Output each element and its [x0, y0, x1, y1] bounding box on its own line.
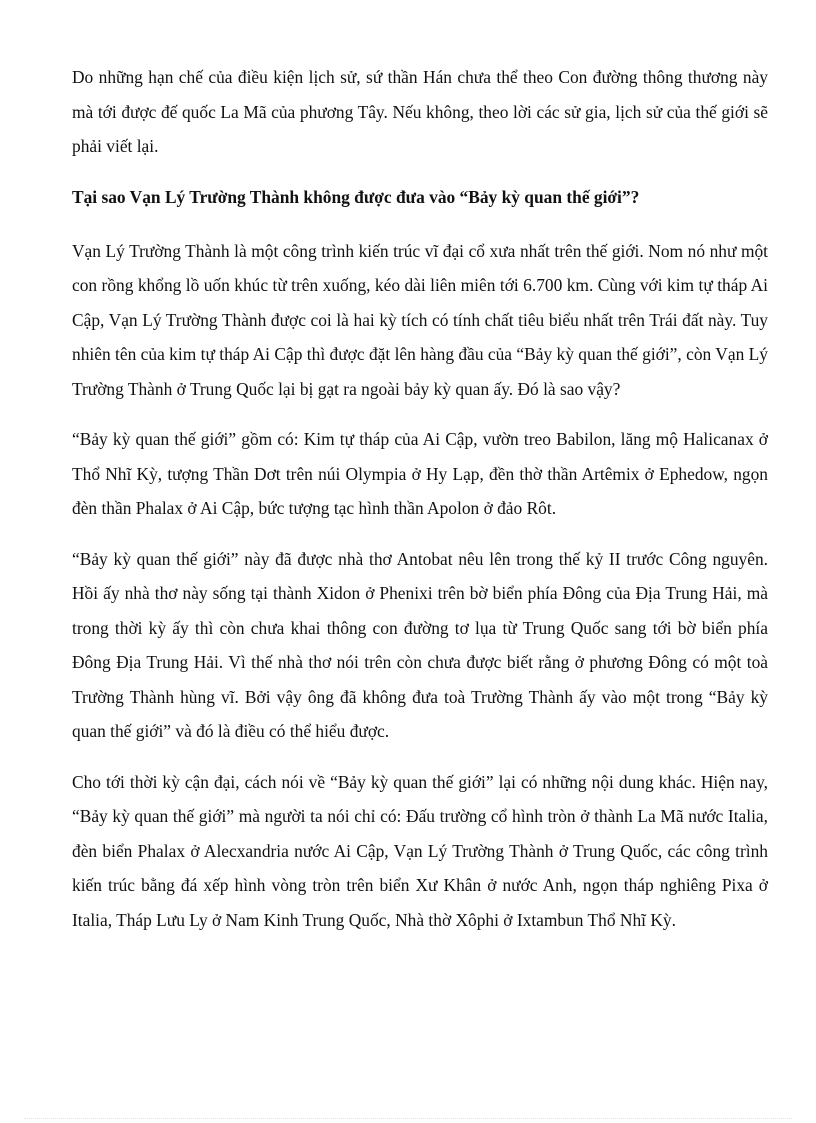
intro-paragraph: Do những hạn chế của điều kiện lịch sử, sứ thần Hán chưa thể theo Con đường thông thương này mà tới được đế quốc La Mã của phương Tây. Nếu không, theo lời các sử gia, lịch sử của thế giới sẽ phải viết lại. — [72, 67, 768, 156]
body-paragraph: Cho tới thời kỳ cận đại, cách nói về “Bảy kỳ quan thế giới” lại có những nội dung khác. Hiện nay, “Bảy kỳ quan thế giới” mà người ta nói chỉ có: Đấu trường cổ hình tròn ở thành La Mã nước Italia, đèn biển Phalax ở Alecxandria nước Ai Cập, Vạn Lý Trường Thành ở Trung Quốc, các công trình kiến trúc bằng đá xếp hình vòng tròn trên biển Xư Khân ở nước Anh, ngọn tháp nghiêng Pixa ở Italia, Tháp Lưu Ly ở Nam Kinh Trung Quốc, Nhà thờ Xôphi ở Ixtambun Thổ Nhĩ Kỳ. — [72, 771, 768, 930]
body-paragraph: Vạn Lý Trường Thành là một công trình kiến trúc vĩ đại cổ xưa nhất trên thế giới. Nom nó như một con rồng khổng lồ uốn khúc từ trên xuống, kéo dài liên miên tới 6.700 km. Cùng với kim tự tháp Ai Cập, Vạn Lý Trường Thành được coi là hai kỳ tích có tính chất tiêu biểu nhất trên Trái đất này. Tuy nhiên tên của kim tự tháp Ai Cập thì được đặt lên hàng đầu của “Bảy kỳ quan thế giới”, còn Vạn Lý Trường Thành ở Trung Quốc lại bị gạt ra ngoài bảy kỳ quan ấy. Đó là sao vậy? — [72, 240, 768, 399]
body-paragraph: “Bảy kỳ quan thế giới” này đã được nhà thơ Antobat nêu lên trong thế kỷ II trước Công nguyên. Hồi ấy nhà thơ này sống tại thành Xidon ở Phenixi trên bờ biển phía Đông của Địa Trung Hải, mà trong thời kỳ ấy thì còn chưa khai thông con đường tơ lụa từ Trung Quốc sang tới bờ biển phía Đông Địa Trung Hải. Vì thế nhà thơ nói trên còn chưa được biết rằng ở phương Đông có một toà Trường Thành hùng vĩ. Bởi vậy ông đã không đưa toà Trường Thành ấy vào một trong “Bảy kỳ quan thế giới” và đó là điều có thể hiểu được. — [72, 548, 768, 741]
document-page — [72, 60, 768, 953]
body-paragraph: “Bảy kỳ quan thế giới” gồm có: Kim tự tháp của Ai Cập, vườn treo Babilon, lăng mộ Halicanax ở Thổ Nhĩ Kỳ, tượng Thần Dơt trên núi Olympia ở Hy Lạp, đền thờ thần Artêmix ở Ephedow, ngọn đèn thần Phalax ở Ai Cập, bức tượng tạc hình thần Apolon ở đảo Rôt. — [72, 429, 768, 518]
section-heading: Tại sao Vạn Lý Trường Thành không được đưa vào “Bảy kỳ quan thế giới”? — [72, 186, 640, 207]
page-bottom-divider — [24, 1118, 792, 1119]
